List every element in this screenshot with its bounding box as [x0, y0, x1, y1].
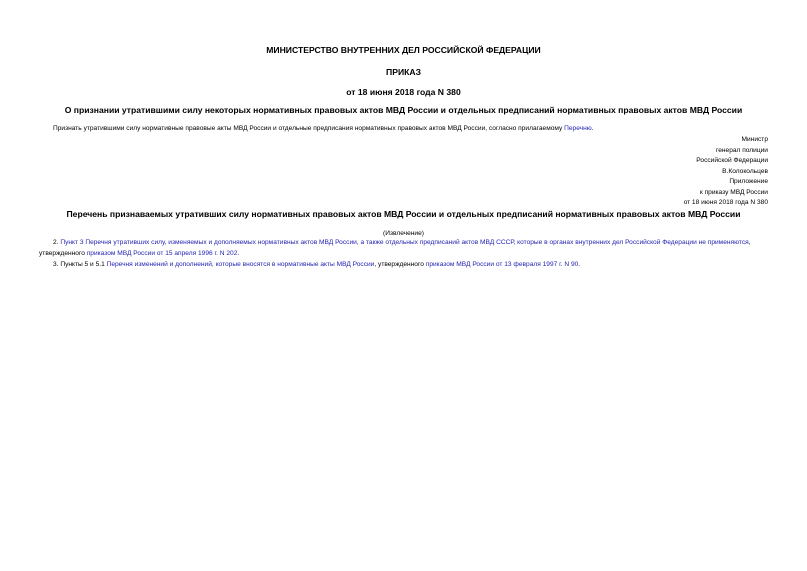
signature-line: В.Колокольцев [722, 167, 768, 175]
appendix-line: Приложение [729, 178, 768, 185]
appendix-line: от 18 июня 2018 года N 380 [683, 199, 768, 206]
signature-block [684, 135, 768, 209]
list-title: Перечень признаваемых утративших силу нормативных правовых актов МВД России и отдельных предписаний нормативных правовых актов МВД России [66, 209, 741, 219]
intro-link-list[interactable]: Перечню [564, 125, 592, 132]
item2-link-order[interactable]: приказом МВД России от 15 апреля 1996 г. N 202 [86, 249, 238, 257]
item2-link-paragraph[interactable]: Пункт 3 Перечня утративших силу, изменяемых и дополняемых нормативных актов МВД России, а также отдельных предписаний актов МВД СССР, которые в органах внутренних дел Российской Федерации не применяются [60, 239, 749, 246]
extract-label: (Извлечение) [383, 230, 424, 237]
ministry-heading: МИНИСТЕРСТВО ВНУТРЕННИХ ДЕЛ РОССИЙСКОЙ ФЕДЕРАЦИИ [266, 45, 541, 55]
item2-number: 2. [53, 239, 61, 246]
appendix-line: к приказу МВД России [699, 188, 768, 196]
intro-tail: . [591, 125, 594, 132]
doc-type-heading: ПРИКАЗ [386, 67, 421, 77]
item2-mid: , утвержденного [39, 239, 751, 257]
order-title: О признании утратившими силу некоторых нормативных правовых актов МВД России и отдельных предписаний нормативных правовых актов МВД России [64, 105, 743, 115]
list-item-3 [53, 260, 580, 271]
signature-line: генерал полиции [715, 146, 768, 154]
item3-link-order[interactable]: приказом МВД России от 13 февраля 1997 г. N 90 [425, 261, 579, 268]
list-item-2 [39, 238, 768, 259]
intro-text: Признать утратившими силу нормативные правовые акты МВД России и отдельные предписания нормативных правовых актов МВД России, согласно прилагаемому [53, 125, 565, 132]
signature-line: Российской Федерации [696, 157, 768, 164]
item3-link-list[interactable]: Перечня изменений и дополнений, которые вносятся в нормативные акты МВД России [106, 261, 375, 268]
item3-tail: . [578, 261, 581, 268]
date-number-heading: от 18 июня 2018 года N 380 [346, 87, 461, 97]
item3-mid: , утвержденного [374, 261, 426, 268]
signature-line: Министр [741, 136, 768, 143]
intro-paragraph [53, 124, 594, 135]
item2-tail: . [237, 249, 240, 257]
item3-number: 3. Пункты 5 и 5.1 [53, 261, 107, 268]
